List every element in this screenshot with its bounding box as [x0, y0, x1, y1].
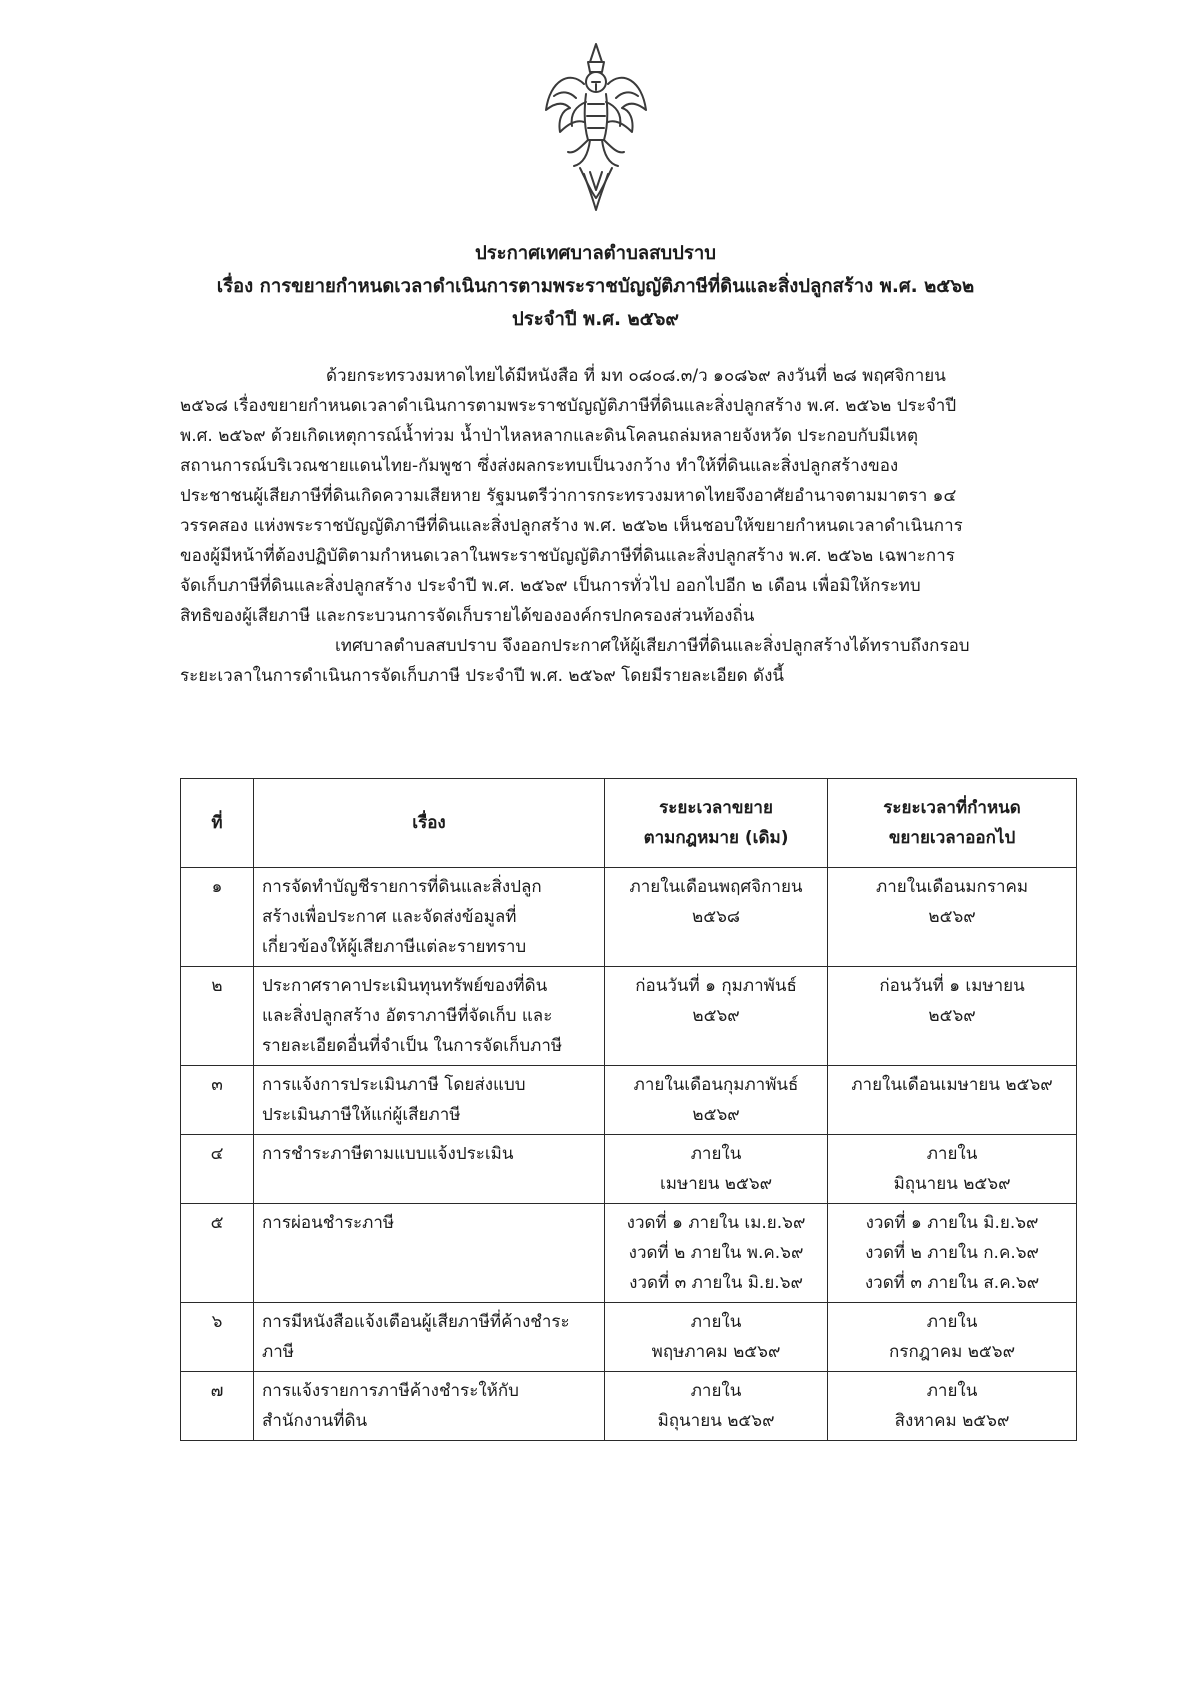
header-topic: เรื่อง	[254, 779, 605, 868]
row-original	[605, 1066, 828, 1135]
row-extended	[828, 1204, 1077, 1303]
paragraph-line: ด้วยกระทรวงมหาดไทยได้มีหนังสือ ที่ มท ๐๘๐๘.๓/ว ๑๐๘๖๙ ลงวันที่ ๒๘ พฤศจิกายน	[326, 366, 946, 386]
extended-line: ภายใน	[926, 1381, 978, 1401]
row-number: ๖	[181, 1303, 254, 1372]
table-row	[181, 1303, 1077, 1372]
topic-line: การผ่อนชำระภาษี	[262, 1213, 395, 1233]
original-line: ๒๕๖๙	[692, 1105, 740, 1125]
topic-line: การชำระภาษีตามแบบแจ้งประเมิน	[262, 1144, 514, 1164]
row-number: ๕	[181, 1204, 254, 1303]
paragraph-line: สถานการณ์บริเวณชายแดนไทย-กัมพูชา ซึ่งส่งผลกระทบเป็นวงกว้าง ทำให้ที่ดินและสิ่งปลูกสร้างของ	[180, 456, 899, 476]
header-no: ที่	[181, 779, 254, 868]
table-row	[181, 1204, 1077, 1303]
row-number: ๒	[181, 967, 254, 1066]
original-line: ๒๕๖๘	[692, 907, 741, 927]
header-extended	[828, 779, 1077, 868]
topic-line: สร้างเพื่อประกาศ และจัดส่งข้อมูลที่	[262, 907, 517, 927]
row-original	[605, 1372, 828, 1441]
topic-line: การแจ้งรายการภาษีค้างชำระให้กับ	[262, 1381, 519, 1401]
row-topic	[254, 1066, 605, 1135]
topic-line: สำนักงานที่ดิน	[262, 1411, 368, 1431]
paragraph-line: เทศบาลตำบลสบปราบ จึงออกประกาศให้ผู้เสียภาษีที่ดินและสิ่งปลูกสร้างได้ทราบถึงกรอบ	[335, 636, 970, 656]
extended-line: ๒๕๖๙	[928, 1006, 976, 1026]
original-line: ก่อนวันที่ ๑ กุมภาพันธ์	[635, 976, 797, 996]
topic-line: และสิ่งปลูกสร้าง อัตราภาษีที่จัดเก็บ และ	[262, 1006, 553, 1026]
extended-line: งวดที่ ๑ ภายใน มิ.ย.๖๙	[865, 1213, 1039, 1233]
original-line: ภายในเดือนกุมภาพันธ์	[633, 1075, 799, 1095]
row-topic	[254, 967, 605, 1066]
header-extended-line: ขยายเวลาออกไป	[888, 828, 1016, 848]
extended-line: ๒๕๖๙	[928, 907, 976, 927]
subject-line: เรื่อง การขยายกำหนดเวลาดำเนินการตามพระราชบัญญัติภาษีที่ดินและสิ่งปลูกสร้าง พ.ศ. ๒๕๖๒	[216, 276, 975, 297]
header-extended-line: ระยะเวลาที่กำหนด	[883, 798, 1021, 818]
original-line: ๒๕๖๙	[692, 1006, 740, 1026]
extended-line: กรกฎาคม ๒๕๖๙	[889, 1342, 1016, 1362]
original-line: งวดที่ ๑ ภายใน เม.ย.๖๙	[626, 1213, 806, 1233]
original-line: ภายในเดือนพฤศจิกายน	[629, 877, 803, 897]
row-number: ๓	[181, 1066, 254, 1135]
row-original	[605, 1204, 828, 1303]
table-row	[181, 1135, 1077, 1204]
extended-line: ก่อนวันที่ ๑ เมษายน	[879, 976, 1025, 996]
row-extended	[828, 967, 1077, 1066]
header-original-line: ระยะเวลาขยาย	[659, 798, 773, 818]
row-original	[605, 868, 828, 967]
announcement-header	[150, 237, 1041, 336]
table-row	[181, 1066, 1077, 1135]
garuda-emblem-icon	[540, 40, 652, 218]
original-line: ภายใน	[690, 1381, 742, 1401]
header-original-line: ตามกฎหมาย (เดิม)	[643, 828, 789, 848]
topic-line: การแจ้งการประเมินภาษี โดยส่งแบบ	[262, 1075, 526, 1095]
paragraph-line: ๒๕๖๘ เรื่องขยายกำหนดเวลาดำเนินการตามพระราชบัญญัติภาษีที่ดินและสิ่งปลูกสร้าง พ.ศ. ๒๕๖๒ ประจำปี	[180, 396, 957, 416]
row-topic	[254, 868, 605, 967]
original-line: งวดที่ ๒ ภายใน พ.ค.๖๙	[628, 1243, 804, 1263]
topic-line: การจัดทำบัญชีรายการที่ดินและสิ่งปลูก	[262, 877, 542, 897]
extended-line: ภายในเดือนมกราคม	[876, 877, 1029, 897]
original-line: งวดที่ ๓ ภายใน มิ.ย.๖๙	[629, 1273, 803, 1293]
header-original	[605, 779, 828, 868]
row-extended	[828, 1372, 1077, 1441]
original-line: พฤษภาคม ๒๕๖๙	[651, 1342, 781, 1362]
topic-line: การมีหนังสือแจ้งเตือนผู้เสียภาษีที่ค้างชำระ	[262, 1312, 570, 1332]
row-topic	[254, 1372, 605, 1441]
paragraph-line: สิทธิของผู้เสียภาษี และกระบวนการจัดเก็บรายได้ขององค์กรปกครองส่วนท้องถิ่น	[180, 606, 755, 626]
extended-line: งวดที่ ๓ ภายใน ส.ค.๖๙	[864, 1273, 1040, 1293]
topic-line: รายละเอียดอื่นที่จำเป็น ในการจัดเก็บภาษี	[262, 1036, 563, 1056]
paragraph-line: จัดเก็บภาษีที่ดินและสิ่งปลูกสร้าง ประจำปี พ.ศ. ๒๕๖๙ เป็นการทั่วไป ออกไปอีก ๒ เดือน เพื่อมิให้กระทบ	[180, 576, 921, 596]
org-title: ประกาศเทศบาลตำบลสบปราบ	[474, 243, 716, 264]
original-line: เมษายน ๒๕๖๙	[660, 1174, 773, 1194]
paragraph-line: ประชาชนผู้เสียภาษีที่ดินเกิดความเสียหาย รัฐมนตรีว่าการกระทรวงมหาดไทยจึงอาศัยอำนาจตามมาตรา ๑๔	[180, 486, 957, 506]
topic-line: ประกาศราคาประเมินทุนทรัพย์ของที่ดิน	[262, 976, 548, 996]
row-topic	[254, 1135, 605, 1204]
row-extended	[828, 1066, 1077, 1135]
paragraph-line: ของผู้มีหน้าที่ต้องปฏิบัติตามกำหนดเวลาในพระราชบัญญัติภาษีที่ดินและสิ่งปลูกสร้าง พ.ศ. ๒๕๖๒ เฉพาะการ	[180, 546, 955, 566]
announcement-body	[180, 361, 1077, 691]
paragraph-line: พ.ศ. ๒๕๖๙ ด้วยเกิดเหตุการณ์น้ำท่วม น้ำป่าไหลหลากและดินโคลนถล่มหลายจังหวัด ประกอบกับมีเหตุ	[180, 426, 918, 446]
table-row	[181, 1372, 1077, 1441]
paragraph-line: วรรคสอง แห่งพระราชบัญญัติภาษีที่ดินและสิ่งปลูกสร้าง พ.ศ. ๒๕๖๒ เห็นชอบให้ขยายกำหนดเวลาดำเนินการ	[180, 516, 963, 536]
topic-line: เกี่ยวข้องให้ผู้เสียภาษีแต่ละรายทราบ	[262, 937, 527, 957]
year-line: ประจำปี พ.ศ. ๒๕๖๙	[512, 309, 679, 330]
row-extended	[828, 868, 1077, 967]
row-extended	[828, 1303, 1077, 1372]
row-original	[605, 1303, 828, 1372]
topic-line: ภาษี	[262, 1342, 294, 1362]
row-extended	[828, 1135, 1077, 1204]
table-row	[181, 967, 1077, 1066]
row-number: ๑	[181, 868, 254, 967]
table-header-row	[181, 779, 1077, 868]
extended-line: งวดที่ ๒ ภายใน ก.ค.๖๙	[865, 1243, 1039, 1263]
extended-line: ภายใน	[926, 1144, 978, 1164]
extended-line: ภายใน	[926, 1312, 978, 1332]
row-original	[605, 967, 828, 1066]
row-topic	[254, 1303, 605, 1372]
row-number: ๗	[181, 1372, 254, 1441]
original-line: ภายใน	[690, 1312, 742, 1332]
paragraph-line: ระยะเวลาในการดำเนินการจัดเก็บภาษี ประจำปี พ.ศ. ๒๕๖๙ โดยมีรายละเอียด ดังนี้	[180, 666, 785, 686]
schedule-table	[180, 778, 1077, 1441]
topic-line: ประเมินภาษีให้แก่ผู้เสียภาษี	[262, 1105, 461, 1125]
original-line: มิถุนายน ๒๕๖๙	[657, 1411, 775, 1431]
extended-line: ภายในเดือนเมษายน ๒๕๖๙	[851, 1075, 1053, 1095]
row-number: ๔	[181, 1135, 254, 1204]
table-row	[181, 868, 1077, 967]
original-line: ภายใน	[690, 1144, 742, 1164]
extended-line: มิถุนายน ๒๕๖๙	[893, 1174, 1011, 1194]
extended-line: สิงหาคม ๒๕๖๙	[894, 1411, 1010, 1431]
row-topic	[254, 1204, 605, 1303]
row-original	[605, 1135, 828, 1204]
